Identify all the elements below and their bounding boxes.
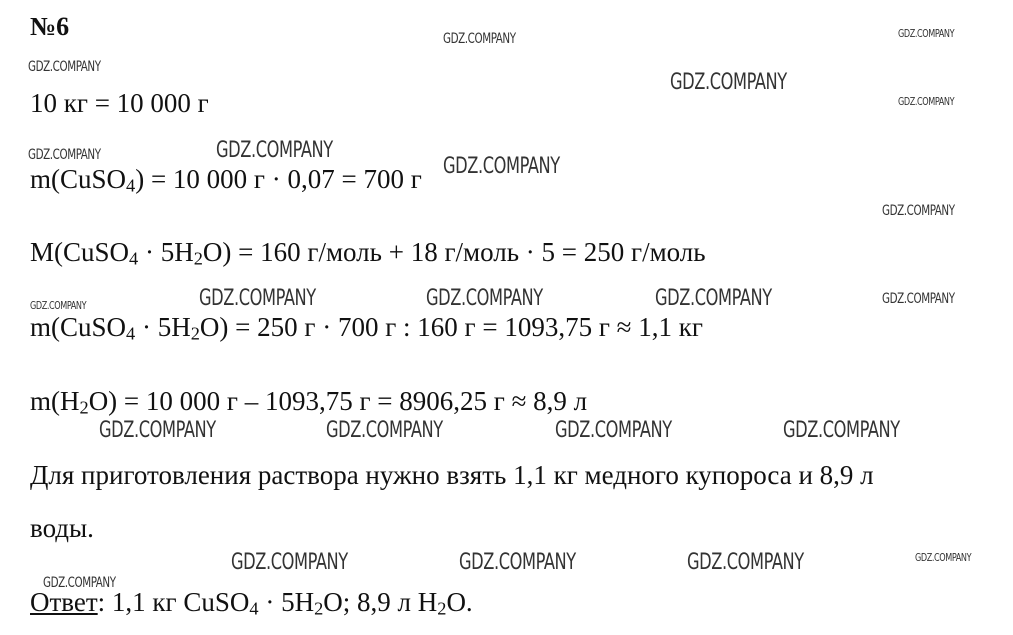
formula-part: m(H <box>30 386 80 416</box>
watermark: GDZ.COMPANY <box>670 70 787 95</box>
subscript: 4 <box>126 323 136 344</box>
watermark: GDZ.COMPANY <box>231 550 348 575</box>
formula-part: m(CuSO <box>30 164 127 194</box>
watermark: GDZ.COMPANY <box>882 291 955 307</box>
water-mass-line <box>30 386 588 418</box>
subscript: 2 <box>79 397 89 418</box>
watermark: GDZ.COMPANY <box>426 286 543 311</box>
answer-label: Ответ <box>30 587 98 617</box>
formula-part: O) = 10 000 г – 1093,75 г = 8906,25 г ≈ 8,9 л <box>88 386 588 416</box>
watermark: GDZ.COMPANY <box>99 418 216 443</box>
watermark: GDZ.COMPANY <box>199 286 316 311</box>
watermark: GDZ.COMPANY <box>898 95 955 108</box>
formula-part: · 5H <box>138 237 194 267</box>
watermark: GDZ.COMPANY <box>915 551 972 564</box>
formula-part: · 5H <box>258 587 315 617</box>
watermark: GDZ.COMPANY <box>555 418 672 443</box>
answer-line <box>30 587 473 619</box>
watermark: GDZ.COMPANY <box>43 575 116 591</box>
formula-part: ) = 10 000 г · 0,07 = 700 г <box>135 164 422 194</box>
subscript: 2 <box>314 598 324 619</box>
formula-part: M(CuSO <box>30 237 130 267</box>
watermark: GDZ.COMPANY <box>28 59 101 75</box>
formula-part: m(CuSO <box>30 312 127 342</box>
conclusion-line-2: воды. <box>30 513 94 543</box>
formula-part: · 5H <box>135 312 191 342</box>
watermark: GDZ.COMPANY <box>326 418 443 443</box>
watermark: GDZ.COMPANY <box>28 147 101 163</box>
watermark: GDZ.COMPANY <box>783 418 900 443</box>
subscript: 4 <box>129 248 139 269</box>
problem-number: №6 <box>30 12 70 41</box>
formula-part: O; 8,9 л H <box>323 587 438 617</box>
subscript: 2 <box>437 598 447 619</box>
watermark: GDZ.COMPANY <box>443 154 560 179</box>
watermark: GDZ.COMPANY <box>459 550 576 575</box>
formula-part: O. <box>446 587 473 617</box>
copper-sulfate-mass-line <box>30 164 422 196</box>
conclusion-line-1: Для приготовления раствора нужно взять 1,1 кг медного купороса и 8,9 л <box>30 460 874 490</box>
formula-part: : 1,1 кг CuSO <box>97 587 250 617</box>
mass-conversion-line <box>30 90 209 117</box>
watermark: GDZ.COMPANY <box>655 286 772 311</box>
watermark: GDZ.COMPANY <box>882 203 955 219</box>
mass-conversion-text: 10 кг = 10 000 г <box>30 88 209 118</box>
crystal-hydrate-mass-line <box>30 312 703 344</box>
formula-part: O) = 250 г · 700 г : 160 г = 1093,75 г ≈ 1,1 кг <box>199 312 703 342</box>
formula-part: O) = 160 г/моль + 18 г/моль · 5 = 250 г/моль <box>202 237 706 267</box>
watermark: GDZ.COMPANY <box>30 299 87 312</box>
subscript: 4 <box>249 598 259 619</box>
watermark: GDZ.COMPANY <box>687 550 804 575</box>
molar-mass-line <box>30 237 706 269</box>
watermark: GDZ.COMPANY <box>443 31 516 47</box>
watermark: GDZ.COMPANY <box>216 138 333 163</box>
subscript: 4 <box>126 175 136 196</box>
watermark: GDZ.COMPANY <box>898 27 955 40</box>
subscript: 2 <box>190 323 200 344</box>
subscript: 2 <box>193 248 203 269</box>
